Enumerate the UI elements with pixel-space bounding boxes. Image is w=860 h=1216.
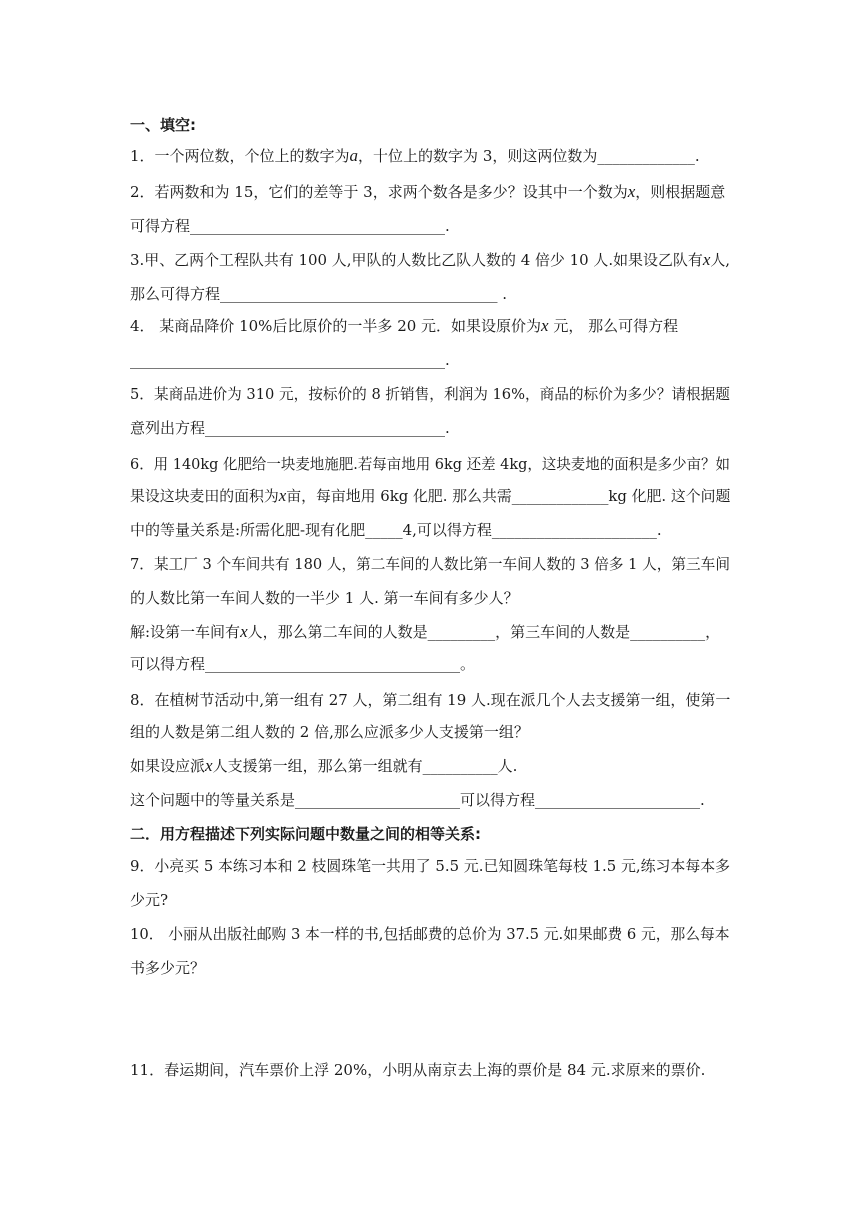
variable-x: x [278,486,287,505]
question-7-text-b: 人，那么第二车间的人数是_________，第三车间的人数是__________， [247,623,721,641]
variable-a: a [349,146,359,165]
question-2-line-1 [130,182,725,202]
question-4-line-2: __________________________________________. [130,351,450,369]
question-3-line-1 [130,250,730,270]
question-11: 11．春运期间，汽车票价上浮 20%，小明从南京去上海的票价是 84 元.求原来的票价. [130,1061,706,1079]
question-8-text-a: 如果设应派 [130,757,206,775]
question-7-text-a: 解:设第一车间有 [130,623,241,641]
variable-x: x [702,250,711,269]
question-1 [130,146,700,166]
question-6-line-3: 中的等量关系是:所需化肥-现有化肥_____4,可以得方程______________________. [130,521,662,539]
question-3-text-a: 3.甲、乙两个工程队共有 100 人,甲队的人数比乙队人数的 4 倍少 10 人.如果设乙队有 [130,251,703,269]
question-6-line-1: 6．用 140kg 化肥给一块麦地施肥.若每亩地用 6kg 还差 4kg，这块麦地的面积是多少亩？如 [130,455,730,473]
question-8-line-1: 8．在植树节活动中,第一组有 27 人，第二组有 19 人.现在派几个人去支援第一组，使第一 [130,691,731,709]
variable-x: x [205,756,213,775]
question-3-line-2: 那么可得方程_____________________________________ . [130,285,508,303]
question-1-text-b: ，十位上的数字为 3，则这两位数为_____________. [358,147,700,165]
question-5-line-1: 5．某商品进价为 310 元，按标价的 8 折销售，利润为 16%，商品的标价为多少？请根据题 [130,385,730,403]
section-2-title: 二．用方程描述下列实际问题中数量之间的相等关系: [130,825,482,843]
question-4-text-b: 元， 那么可得方程 [548,317,679,335]
question-6-line-2 [130,486,730,506]
question-10-line-2: 书多少元？ [130,959,206,977]
question-2-line-2: 可得方程__________________________________. [130,217,450,235]
variable-x: x [240,622,248,641]
variable-x: x [627,182,636,201]
question-8-line-2: 组的人数是第二组人数的 2 倍,那么应派多少人支援第一组？ [130,723,529,741]
question-7-line-2: 的人数比第一车间人数的一半少 1 人. 第一车间有多少人？ [130,589,519,607]
question-1-text-a: 1．一个两位数，个位上的数字为 [130,147,350,165]
question-2-text-a: 2．若两数和为 15，它们的差等于 3，求两个数各是多少？设其中一个数为 [130,183,628,201]
question-4-text-a: 4． 某商品降价 10%后比原价的一半多 20 元．如果设原价为 [130,317,542,335]
question-6-text-a: 果设这块麦田的面积为 [130,487,279,505]
question-10-line-1: 10． 小丽从出版社邮购 3 本一样的书,包括邮费的总价为 37.5 元.如果邮费 6 元，那么每本 [130,925,730,943]
variable-x: x [541,316,549,335]
question-3-text-b: 人, [710,251,731,269]
question-6-text-b: 亩，每亩地用 6kg 化肥. 那么共需_____________kg 化肥. 这个问题 [286,487,731,505]
question-7-line-3 [130,622,720,642]
question-7-line-1: 7．某工厂 3 个车间共有 180 人，第二车间的人数比第一车间人数的 3 倍多 1 人，第三车间 [130,555,730,573]
question-2-text-b: ，则根据题意 [635,183,726,201]
question-7-line-4: 可以得方程__________________________________。 [130,655,476,673]
question-8-text-b: 人支援第一组，那么第一组就有__________人. [212,757,518,775]
question-8-line-4: 这个问题中的等量关系是______________________可以得方程______________________. [130,791,705,809]
question-5-line-2: 意列出方程________________________________. [130,419,450,437]
question-9-line-2: 少元? [130,891,169,909]
section-1-title: 一、填空: [130,116,196,134]
question-8-line-3 [130,756,517,776]
question-4-line-1 [130,316,678,336]
question-9-line-1: 9．小亮买 5 本练习本和 2 枝圆珠笔一共用了 5.5 元.已知圆珠笔每枝 1.5 元,练习本每本多 [130,857,731,875]
